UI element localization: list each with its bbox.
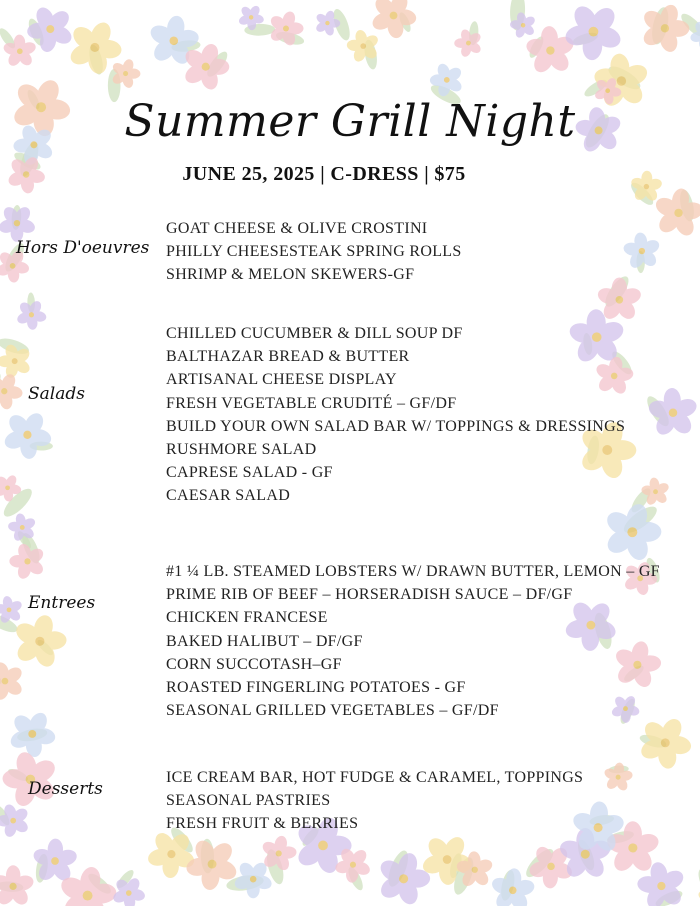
menu-title: Summer Grill Night	[124, 96, 576, 147]
list-item: CHILLED CUCUMBER & DILL SOUP DF	[166, 325, 463, 342]
list-item: SEASONAL PASTRIES	[166, 792, 331, 810]
hors-doeuvres-list	[166, 217, 462, 287]
list-item: SHRIMP & MELON SKEWERS-GF	[166, 266, 415, 284]
salads-list	[166, 322, 625, 508]
list-item: RUSHMORE SALAD	[166, 440, 317, 458]
list-item: PHILLY CHEESESTEAK SPRING ROLLS	[166, 243, 462, 261]
list-item: GOAT CHEESE & OLIVE CROSTINI	[166, 220, 428, 237]
section-label-entrees: Entrees	[28, 593, 96, 613]
list-item: CHICKEN FRANCESE	[166, 609, 328, 627]
list-item: PRIME RIB OF BEEF – HORSERADISH SAUCE – DF/GF	[166, 586, 573, 604]
list-item: BALTHAZAR BREAD & BUTTER	[166, 348, 410, 366]
list-item: CAPRESE SALAD - GF	[166, 464, 333, 482]
list-item: #1 ¼ LB. STEAMED LOBSTERS W/ DRAWN BUTTER, LEMON – GF	[166, 563, 660, 580]
list-item: BUILD YOUR OWN SALAD BAR W/ TOPPINGS & DRESSINGS	[166, 417, 626, 435]
section-label-desserts: Desserts	[28, 779, 103, 799]
list-item: CAESAR SALAD	[166, 487, 291, 505]
list-item: ICE CREAM BAR, HOT FUDGE & CARAMEL, TOPPINGS	[166, 769, 584, 786]
list-item: ROASTED FINGERLING POTATOES - GF	[166, 678, 466, 696]
list-item: BAKED HALIBUT – DF/GF	[166, 632, 363, 650]
event-details: JUNE 25, 2025 | C-DRESS | $75	[182, 163, 466, 185]
list-item: FRESH FRUIT & BERRIES	[166, 815, 359, 833]
list-item: SEASONAL GRILLED VEGETABLES – GF/DF	[166, 702, 499, 720]
list-item: ARTISANAL CHEESE DISPLAY	[166, 371, 397, 389]
desserts-list	[166, 766, 583, 836]
section-label-hors-doeuvres: Hors D'oeuvres	[16, 238, 150, 258]
list-item: CORN SUCCOTASH–GF	[166, 655, 342, 673]
section-label-salads: Salads	[28, 384, 85, 404]
list-item: FRESH VEGETABLE CRUDITÉ – GF/DF	[166, 394, 457, 412]
entrees-list	[166, 560, 660, 722]
